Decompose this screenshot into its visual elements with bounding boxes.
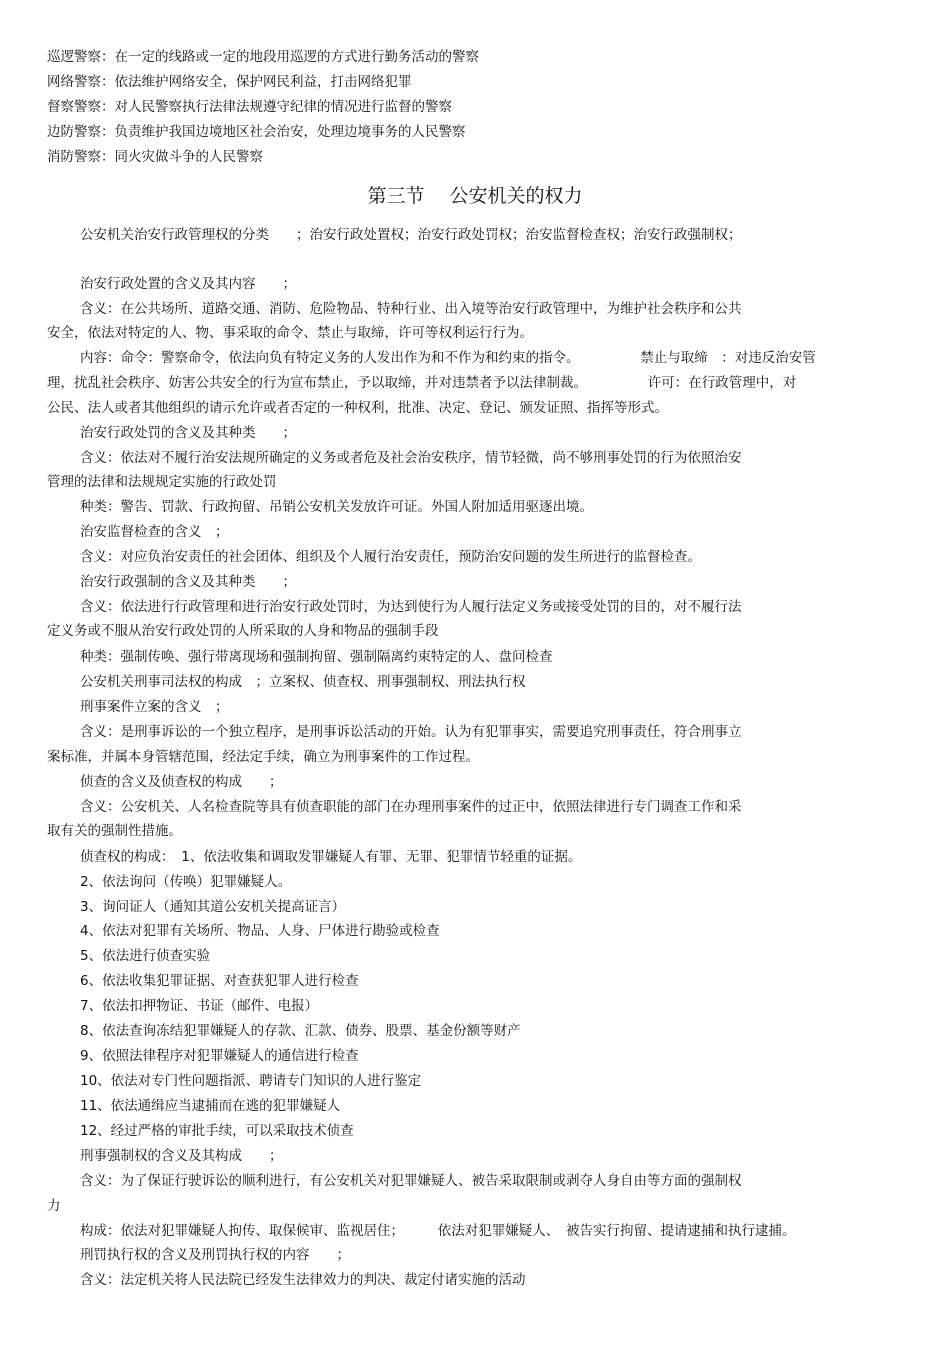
text-line-35: 11、依法通缉应当逮捕而在逃的犯罪嫌疑人 <box>80 1098 341 1114</box>
text-line-39: 力 <box>47 1198 61 1214</box>
police-type-item-2: 网络警察：依法维护网络安全，保护网民利益，打击网络犯罪 <box>47 74 412 90</box>
text-line-40: 构成：依法对犯罪嫌疑人拘传、取保候审、监视居住； 依法对犯罪嫌疑人、 被告实行拘留、提请逮捕和执行逮捕。 <box>80 1223 796 1239</box>
text-line-5: 内容：命令：警察命令，依法向负有特定义务的人发出作为和不作为和约束的指令。 禁止与取缔 ：对违反治安管 <box>80 350 816 366</box>
text-line-31: 7、依法扣押物证、书证（邮件、电报） <box>80 998 319 1014</box>
police-type-item-1: 巡逻警察：在一定的线路或一定的地段用巡逻的方式进行勤务活动的警察 <box>47 49 479 65</box>
text-line-36: 12、经过严格的审批手续，可以采取技术侦查 <box>80 1123 354 1139</box>
section-title: 第三节 公安机关的权力 <box>367 185 583 207</box>
text-line-25: 侦查权的构成： 1、依法收集和调取发罪嫌疑人有罪、无罪、犯罪情节轻重的证据。 <box>80 849 582 865</box>
text-line-8: 治安行政处罚的含义及其种类 ； <box>80 425 296 441</box>
text-line-2: 治安行政处置的含义及其内容 ； <box>80 276 296 292</box>
text-line-6: 理，扰乱社会秩序、妨害公共安全的行为宣布禁止，予以取缔，并对违禁者予以法律制裁。 许可：在行政管理中，对 <box>47 375 797 391</box>
text-line-19: 刑事案件立案的含义 ； <box>80 699 229 715</box>
text-line-11: 种类：警告、罚款、行政拘留、吊销公安机关发放许可证。外国人附加适用驱逐出境。 <box>80 499 593 515</box>
text-line-9: 含义：依法对不履行治安法规所确定的义务或者危及社会治安秩序，情节轻微，尚不够刑事处罚的行为依照治安 <box>80 450 742 466</box>
text-line-13: 含义：对应负治安责任的社会团体、组织及个人履行治安责任，预防治安问题的发生所进行的监督检查。 <box>80 549 701 565</box>
text-line-23: 含义：公安机关、人名检查院等具有侦查职能的部门在办理刑事案件的过正中，依照法律进行专门调查工作和采 <box>80 799 742 815</box>
text-line-3: 含义：在公共场所、道路交通、消防、危险物品、特种行业、出入境等治安行政管理中，为维护社会秩序和公共 <box>80 301 742 317</box>
text-line-41: 刑罚执行权的含义及刑罚执行权的内容 ； <box>80 1247 350 1263</box>
text-line-32: 8、依法查询冻结犯罪嫌疑人的存款、汇款、债券、股票、基金份额等财产 <box>80 1023 521 1039</box>
text-line-29: 5、依法进行侦查实验 <box>80 948 211 964</box>
text-line-10: 管理的法律和法规规定实施的行政处罚 <box>47 474 277 490</box>
text-line-20: 含义：是刑事诉讼的一个独立程序，是刑事诉讼活动的开始。认为有犯罪事实，需要追究刑事责任，符合刑事立 <box>80 724 742 740</box>
text-line-28: 4、依法对犯罪有关场所、物品、人身、尸体进行勘验或检查 <box>80 923 440 939</box>
text-line-26: 2、依法询问（传唤）犯罪嫌疑人。 <box>80 874 292 890</box>
text-line-4: 安全，依法对特定的人、物、事采取的命令、禁止与取缔，许可等权利运行行为。 <box>47 325 533 341</box>
text-line-24: 取有关的强制性措施。 <box>47 823 182 839</box>
text-line-38: 含义：为了保证行驶诉讼的顺利进行，有公安机关对犯罪嫌疑人、被告采取限制或剥夺人身自由等方面的强制权 <box>80 1173 742 1189</box>
text-line-22: 侦查的含义及侦查权的构成 ； <box>80 774 283 790</box>
police-type-item-5: 消防警察：同火灾做斗争的人民警察 <box>47 149 263 165</box>
text-line-14: 治安行政强制的含义及其种类 ； <box>80 574 296 590</box>
police-type-item-3: 督察警察：对人民警察执行法律法规遵守纪律的情况进行监督的警察 <box>47 99 452 115</box>
text-line-16: 定义务或不服从治安行政处罚的人所采取的人身和物品的强制手段 <box>47 623 439 639</box>
text-line-12: 治安监督检查的含义 ； <box>80 524 229 540</box>
text-line-17: 种类：强制传唤、强行带离现场和强制拘留、强制隔离约束特定的人、盘问检查 <box>80 649 553 665</box>
text-line-27: 3、询问证人（通知其道公安机关提高证言） <box>80 899 346 915</box>
police-type-item-4: 边防警察：负责维护我国边境地区社会治安，处理边境事务的人民警察 <box>47 124 466 140</box>
text-line-7: 公民、法人或者其他组织的请示允许或者否定的一种权利，批准、决定、登记、颁发证照、指挥等形式。 <box>47 400 668 416</box>
text-line-15: 含义：依法进行行政管理和进行治安行政处罚时，为达到使行为人履行法定义务或接受处罚的目的，对不履行法 <box>80 599 742 615</box>
text-line-33: 9、依照法律程序对犯罪嫌疑人的通信进行检查 <box>80 1048 359 1064</box>
text-line-18: 公安机关刑事司法权的构成 ；立案权、侦查权、刑事强制权、刑法执行权 <box>80 674 526 690</box>
text-line-1: 公安机关治安行政管理权的分类 ；治安行政处置权；治安行政处罚权；治安监督检查权；治安行政强制权； <box>80 227 742 243</box>
text-line-42: 含义：法定机关将人民法院已经发生法律效力的判决、裁定付诸实施的活动 <box>80 1272 526 1288</box>
text-line-34: 10、依法对专门性问题指派、聘请专门知识的人进行鉴定 <box>80 1073 422 1089</box>
text-line-21: 案标准，并属本身管辖范围，经法定手续，确立为刑事案件的工作过程。 <box>47 749 479 765</box>
text-line-30: 6、依法收集犯罪证据、对查获犯罪人进行检查 <box>80 973 359 989</box>
text-line-37: 刑事强制权的含义及其构成 ； <box>80 1148 283 1164</box>
